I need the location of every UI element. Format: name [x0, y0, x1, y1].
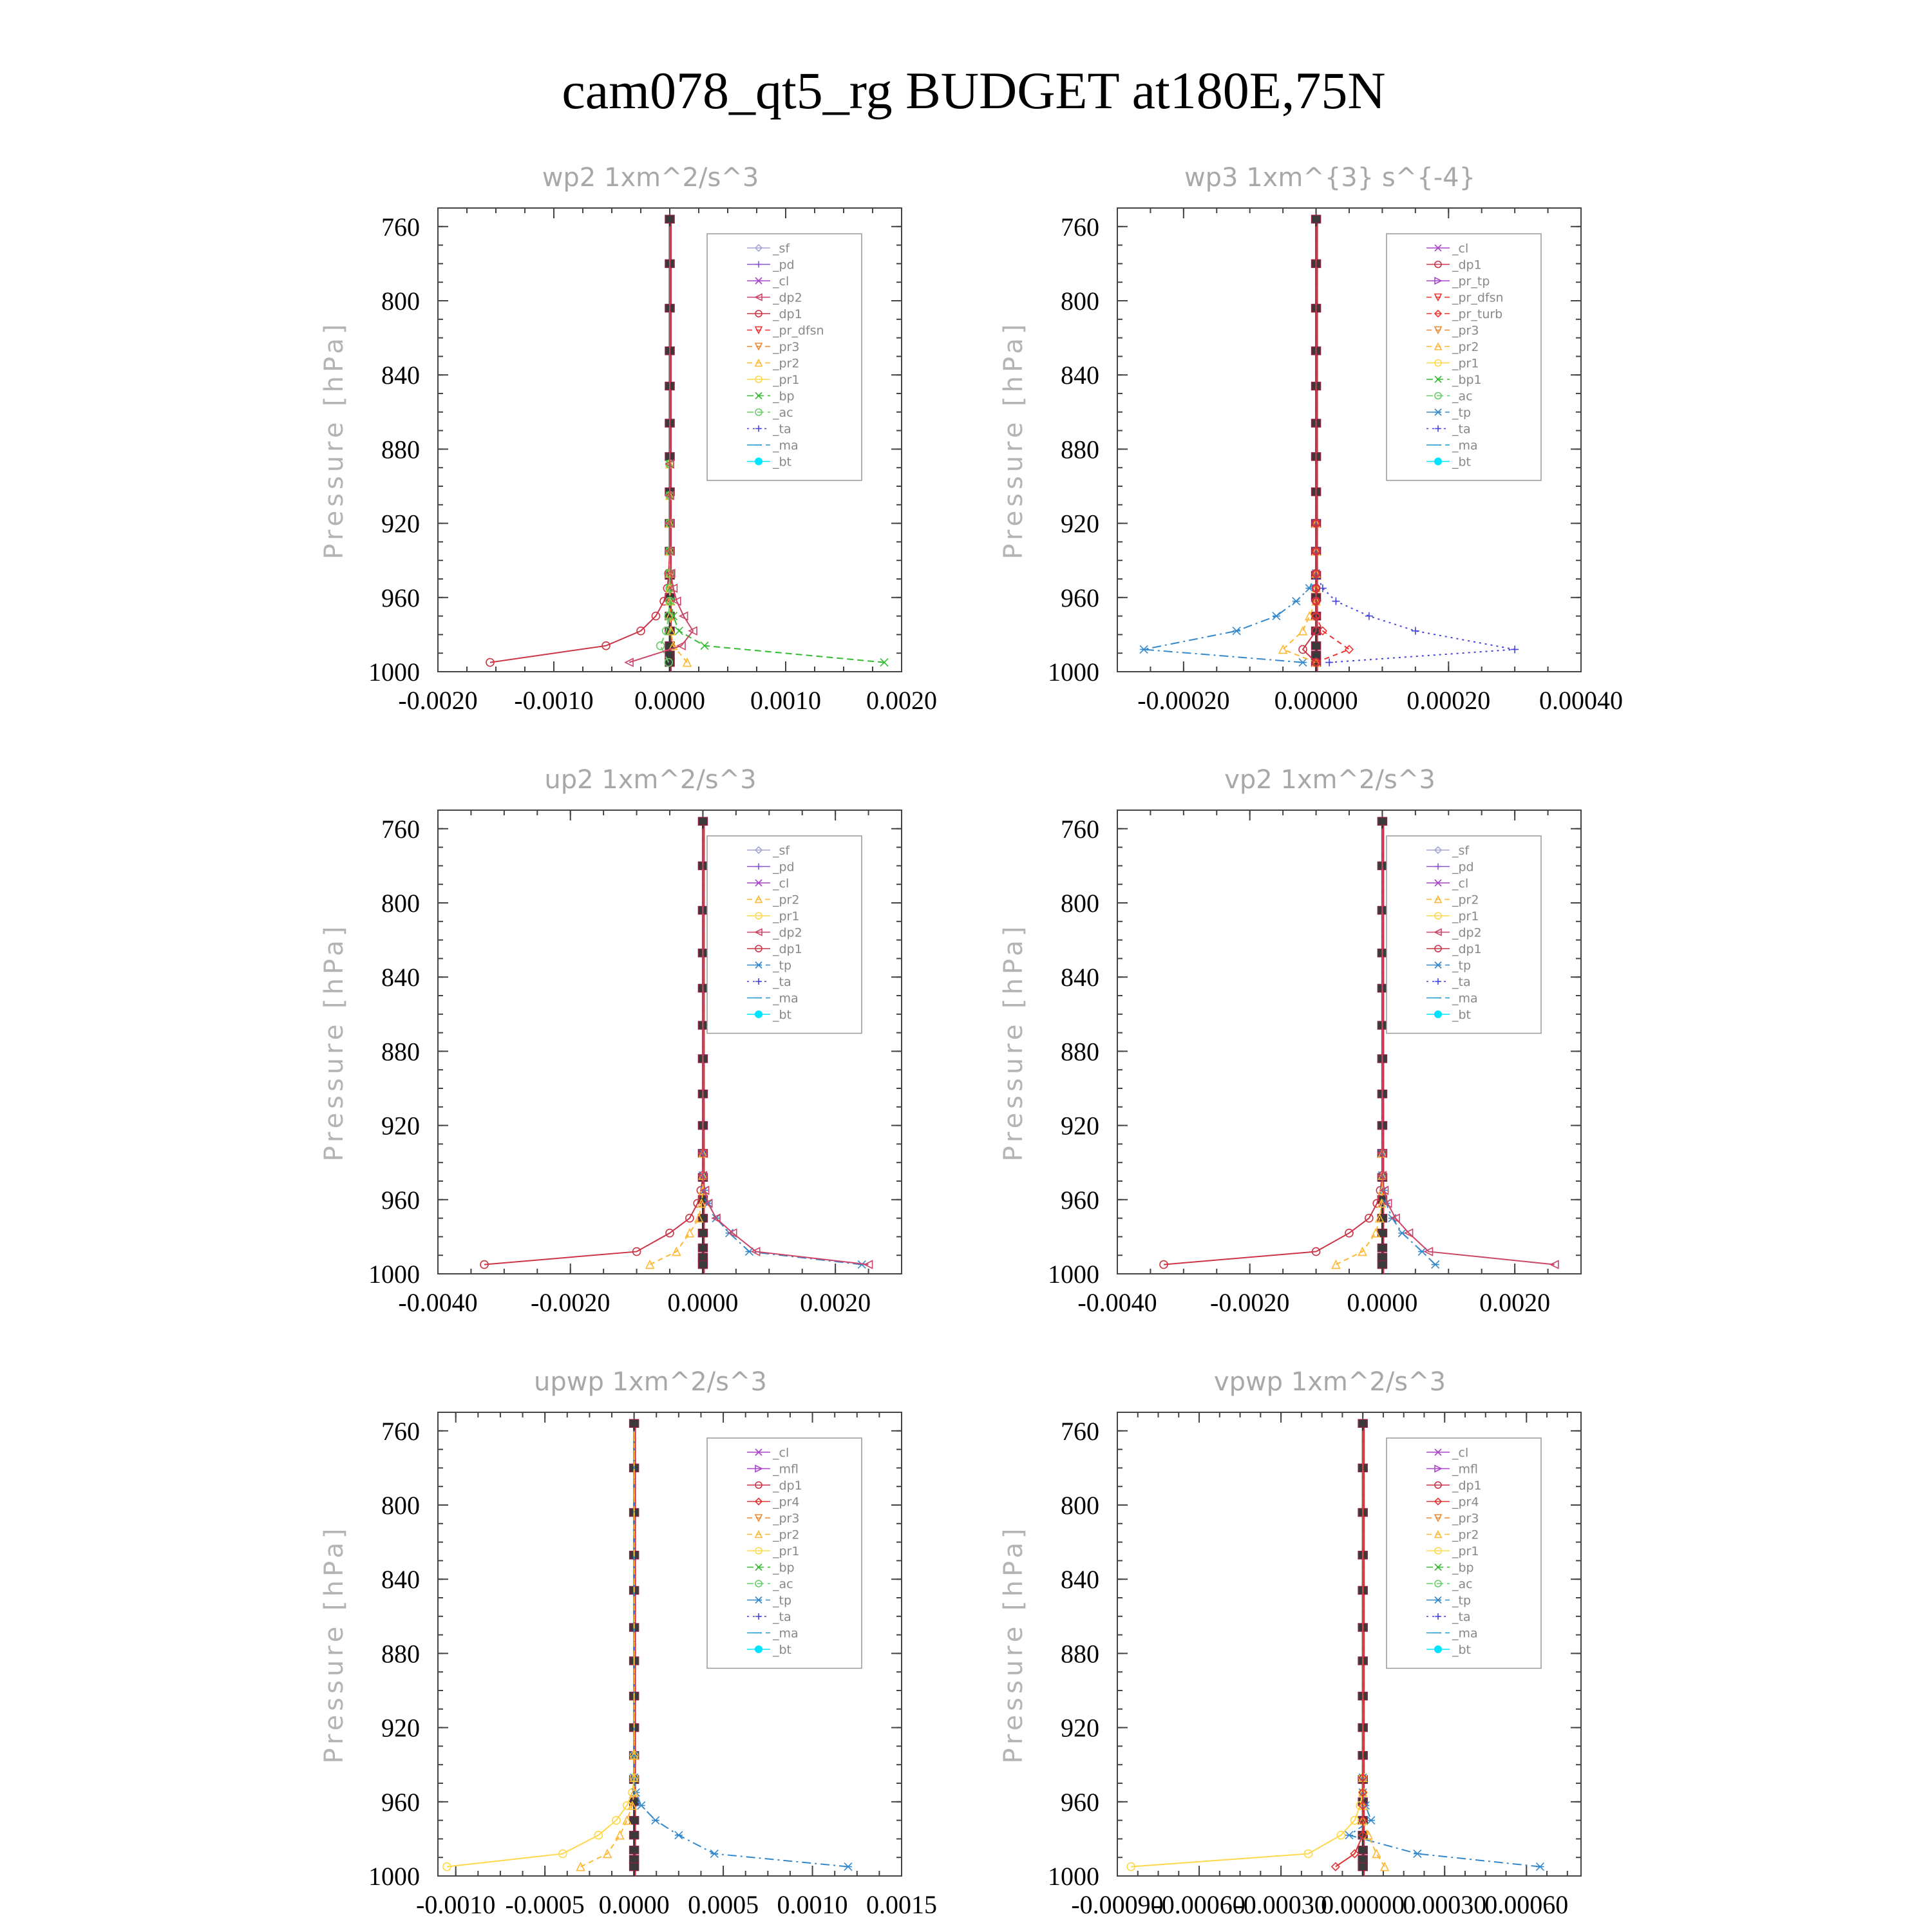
data-point-ta — [1332, 598, 1340, 605]
legend-entry: _bt — [1452, 1643, 1472, 1657]
stacked-zero-marker — [1312, 215, 1321, 223]
panel-title: vpwp 1xm^2/s^3 — [1213, 1367, 1446, 1397]
y-tick-label: 1000 — [368, 658, 420, 687]
data-point-tp — [1273, 612, 1280, 620]
legend-entry: _pd — [1452, 860, 1474, 875]
legend-entry: _bp1 — [1452, 373, 1482, 387]
y-tick-label: 760 — [381, 1416, 420, 1446]
legend-entry: _pr2 — [773, 356, 800, 371]
x-tick-label: 0.0020 — [1479, 1288, 1551, 1317]
stacked-zero-marker — [1358, 1855, 1367, 1863]
x-tick-label: 0.0010 — [750, 686, 821, 715]
y-tick-label: 920 — [1061, 1111, 1099, 1141]
x-tick-label: 0.00000 — [1321, 1890, 1405, 1919]
y-tick-label: 960 — [1061, 583, 1099, 612]
legend-entry: _dp1 — [1452, 1479, 1482, 1493]
legend-entry: _cl — [1452, 876, 1469, 891]
legend-entry: _ma — [1452, 1626, 1478, 1641]
x-tick-label: -0.00060 — [1153, 1890, 1245, 1919]
panel-title: wp3 1xm^{3} s^{-4} — [1184, 163, 1476, 193]
data-point-tp — [1432, 1261, 1439, 1269]
legend-entry: _dp2 — [773, 290, 802, 305]
stacked-zero-marker — [1378, 1261, 1387, 1269]
legend-entry: _pr_tp — [1452, 274, 1490, 289]
x-tick-label: 0.0020 — [866, 686, 937, 715]
data-point-ac — [657, 642, 665, 650]
legend-entry: _bt — [1452, 1008, 1472, 1022]
legend-entry: _pr1 — [773, 373, 800, 387]
x-tick-label: 0.00060 — [1484, 1890, 1569, 1919]
legend-entry: _pd — [773, 860, 795, 875]
legend-entry: _bt — [773, 1008, 792, 1022]
y-tick-label: 1000 — [368, 1260, 420, 1289]
y-tick-label: 840 — [1061, 963, 1099, 992]
y-tick-label: 920 — [381, 1111, 420, 1141]
stacked-zero-marker — [698, 1261, 707, 1269]
x-tick-label: -0.0040 — [1077, 1288, 1157, 1317]
legend-entry: _pr3 — [1452, 1511, 1479, 1526]
data-point-tp — [638, 1802, 645, 1810]
data-point-bp — [675, 627, 683, 635]
data-point-tp — [1414, 1850, 1421, 1857]
y-tick-label: 880 — [1061, 435, 1099, 464]
stacked-zero-marker — [630, 1855, 639, 1863]
y-tick-label: 880 — [1061, 1037, 1099, 1066]
y-tick-label: 880 — [381, 1037, 420, 1066]
series-tp — [1140, 227, 1320, 667]
stacked-zero-marker — [1312, 642, 1321, 650]
legend-entry: _ta — [773, 1610, 791, 1624]
legend-entry: _mfl — [773, 1462, 799, 1477]
y-tick-label: 760 — [381, 814, 420, 844]
y-tick-label: 800 — [1061, 1491, 1099, 1520]
series-dp1-line — [490, 227, 670, 663]
y-tick-label: 960 — [1061, 1185, 1099, 1215]
legend-entry: _pr2 — [1452, 1528, 1479, 1542]
y-tick-label: 920 — [381, 1713, 420, 1743]
data-point-ta — [1365, 612, 1373, 620]
legend-entry: _pr3 — [773, 340, 800, 354]
legend-entry: _pr_dfsn — [773, 323, 824, 338]
y-axis-label: Pressure [hPa] — [319, 320, 349, 560]
legend-entry: _pr2 — [773, 1528, 800, 1542]
data-point-pr_turb — [1345, 645, 1353, 653]
y-tick-label: 800 — [381, 889, 420, 918]
stacked-zero-marker — [630, 1832, 639, 1839]
legend-marker-bt — [1434, 458, 1442, 466]
series-dp1 — [486, 227, 674, 667]
panel-title: up2 1xm^2/s^3 — [544, 765, 757, 795]
legend-entry: _pr_turb — [1452, 307, 1503, 321]
legend-entry: _pr2 — [1452, 893, 1479, 907]
legend-entry: _cl — [1452, 1446, 1469, 1460]
y-tick-label: 960 — [381, 1185, 420, 1215]
legend-entry: _bp — [1452, 1560, 1474, 1575]
series-dp1 — [1160, 829, 1386, 1269]
legend-entry: _ta — [773, 975, 791, 989]
legend-marker-bt — [755, 1645, 762, 1653]
y-tick-label: 960 — [381, 583, 420, 612]
legend-entry: _ma — [773, 439, 799, 453]
y-tick-label: 960 — [1061, 1787, 1099, 1817]
y-tick-label: 1000 — [1048, 1862, 1099, 1891]
stacked-zero-marker — [630, 1419, 639, 1427]
x-tick-label: 0.0000 — [667, 1288, 739, 1317]
stacked-zero-marker — [698, 1253, 707, 1261]
legend-entry: _ta — [1452, 422, 1471, 437]
legend-marker-bt — [1434, 1010, 1442, 1018]
legend — [1387, 836, 1541, 1034]
legend — [1387, 234, 1541, 480]
data-point-tp — [710, 1850, 718, 1857]
x-tick-label: -0.00090 — [1071, 1890, 1164, 1919]
x-tick-label: -0.0020 — [398, 686, 478, 715]
data-point-tp — [1536, 1863, 1544, 1871]
x-tick-label: -0.0010 — [514, 686, 594, 715]
stacked-zero-marker — [665, 215, 674, 223]
stacked-zero-marker — [630, 1863, 639, 1871]
x-tick-label: 0.00040 — [1539, 686, 1623, 715]
series-dp1 — [480, 829, 706, 1269]
x-tick-label: 0.0000 — [634, 686, 705, 715]
y-tick-label: 920 — [1061, 1713, 1099, 1743]
legend-entry: _dp2 — [1452, 925, 1482, 940]
legend-entry: _ta — [1452, 975, 1471, 989]
stacked-zero-marker — [1378, 817, 1387, 825]
series-pr_turb — [1312, 227, 1353, 667]
y-tick-label: 920 — [1061, 509, 1099, 538]
legend-entry: _cl — [773, 1446, 790, 1460]
y-axis-label: Pressure [hPa] — [999, 922, 1028, 1162]
x-tick-label: -0.00030 — [1235, 1890, 1327, 1919]
x-tick-label: 0.00000 — [1274, 686, 1358, 715]
y-tick-label: 800 — [1061, 287, 1099, 316]
legend — [707, 234, 862, 480]
series-pr2-line — [650, 829, 703, 1265]
legend-entry: _tp — [1452, 958, 1472, 973]
legend-entry: _ac — [773, 1577, 793, 1591]
y-tick-label: 880 — [1061, 1639, 1099, 1669]
stacked-zero-marker — [698, 817, 707, 825]
series-pr2-line — [1336, 829, 1382, 1265]
legend-entry: _ac — [1452, 389, 1473, 404]
legend-marker-bt — [755, 458, 762, 466]
panel-6 — [999, 1367, 1581, 1919]
figure-title: cam078_qt5_rg BUDGET at180E,75N — [562, 61, 1386, 120]
legend-entry: _sf — [773, 844, 790, 858]
stacked-zero-marker — [1378, 1244, 1387, 1252]
legend-entry: _tp — [773, 958, 792, 973]
legend-entry: _bp — [773, 1560, 795, 1575]
legend-entry: _bt — [773, 1643, 792, 1657]
panel-2 — [999, 163, 1623, 715]
y-tick-label: 760 — [381, 212, 420, 242]
y-tick-label: 760 — [1061, 212, 1099, 242]
legend-entry: _ma — [1452, 439, 1478, 453]
legend-entry: _dp1 — [1452, 942, 1482, 956]
legend-entry: _pr4 — [773, 1495, 800, 1510]
stacked-zero-marker — [630, 1846, 639, 1854]
legend-entry: _bp — [773, 389, 795, 404]
legend-entry: _tp — [1452, 406, 1472, 420]
y-tick-label: 1000 — [1048, 1260, 1099, 1289]
legend-entry: _pr4 — [1452, 1495, 1479, 1510]
legend-entry: _ma — [1452, 991, 1478, 1006]
y-tick-label: 840 — [381, 963, 420, 992]
legend — [707, 1438, 862, 1669]
series-pr1 — [1127, 1431, 1367, 1871]
y-tick-label: 920 — [381, 509, 420, 538]
legend-entry: _ta — [773, 422, 791, 437]
legend-marker-bt — [1434, 1645, 1442, 1653]
legend-entry: _dp1 — [1452, 258, 1482, 272]
y-axis-label: Pressure [hPa] — [999, 1524, 1028, 1764]
legend — [1387, 1438, 1541, 1669]
x-tick-label: 0.0005 — [688, 1890, 759, 1919]
x-tick-label: -0.0040 — [398, 1288, 478, 1317]
legend-entry: _bt — [1452, 455, 1472, 469]
legend-entry: _ta — [1452, 1610, 1471, 1624]
legend-entry: _pr2 — [1452, 340, 1479, 354]
series-dp1-line — [1164, 829, 1382, 1265]
legend-entry: _bt — [773, 455, 792, 469]
x-tick-label: -0.0020 — [531, 1288, 611, 1317]
y-tick-label: 1000 — [1048, 658, 1099, 687]
x-tick-label: 0.0000 — [1347, 1288, 1418, 1317]
x-tick-label: 0.0015 — [866, 1890, 937, 1919]
x-tick-label: 0.0020 — [800, 1288, 871, 1317]
legend-entry: _pr2 — [773, 893, 800, 907]
y-tick-label: 840 — [381, 361, 420, 390]
data-point-tp — [1233, 627, 1240, 635]
legend-entry: _dp2 — [773, 925, 802, 940]
series-tp-line — [1144, 227, 1316, 663]
series-dp2 — [625, 227, 697, 667]
panel-title: vp2 1xm^2/s^3 — [1224, 765, 1435, 795]
data-point-pr2 — [616, 1832, 623, 1839]
y-tick-label: 760 — [1061, 1416, 1099, 1446]
y-tick-label: 880 — [381, 1639, 420, 1669]
legend-entry: _pr1 — [1452, 1544, 1479, 1558]
stacked-zero-marker — [698, 1229, 707, 1237]
y-tick-label: 840 — [1061, 1565, 1099, 1595]
legend-entry: _cl — [773, 274, 790, 289]
y-tick-label: 800 — [381, 1491, 420, 1520]
data-point-tp — [652, 1817, 659, 1824]
panel-4 — [999, 765, 1581, 1317]
data-point-tp — [1293, 598, 1300, 605]
legend-entry: _cl — [773, 876, 790, 891]
y-tick-label: 800 — [1061, 889, 1099, 918]
stacked-zero-marker — [698, 1244, 707, 1252]
y-tick-label: 960 — [381, 1787, 420, 1817]
legend-entry: _tp — [1452, 1593, 1472, 1608]
series-pr2 — [577, 1431, 638, 1871]
legend-entry: _pr1 — [773, 909, 800, 923]
panel-3 — [319, 765, 902, 1317]
series-pr1-line — [1131, 1431, 1363, 1867]
legend-entry: _ac — [773, 406, 793, 420]
y-tick-label: 840 — [381, 1565, 420, 1595]
y-tick-label: 880 — [381, 435, 420, 464]
stacked-zero-marker — [1358, 1846, 1367, 1854]
panels — [319, 163, 1623, 1919]
legend-entry: _pr3 — [773, 1511, 800, 1526]
x-tick-label: 0.00030 — [1403, 1890, 1487, 1919]
series-pr1-line — [447, 1431, 634, 1867]
panel-title: wp2 1xm^2/s^3 — [542, 163, 759, 193]
data-point-ta — [1412, 627, 1419, 635]
data-point-tp — [844, 1863, 852, 1871]
legend-entry: _tp — [773, 1593, 792, 1608]
data-point-tp — [675, 1832, 683, 1839]
legend-entry: _pr1 — [773, 1544, 800, 1558]
x-tick-label: 0.0000 — [598, 1890, 670, 1919]
panel-1 — [319, 163, 937, 715]
series-pr1 — [443, 1431, 638, 1871]
series-dp2-line — [629, 227, 693, 663]
legend-entry: _dp1 — [773, 1479, 802, 1493]
x-tick-label: -0.00020 — [1137, 686, 1230, 715]
series-dp1-line — [484, 829, 703, 1265]
legend-entry: _pr3 — [1452, 323, 1479, 338]
legend-entry: _ma — [773, 1626, 799, 1641]
data-point-ta — [1511, 645, 1519, 653]
y-tick-label: 840 — [1061, 361, 1099, 390]
legend-entry: _pr1 — [1452, 356, 1479, 371]
y-axis-label: Pressure [hPa] — [999, 320, 1028, 560]
legend-entry: _mfl — [1452, 1462, 1478, 1477]
data-point-tp — [1299, 659, 1307, 667]
x-tick-label: 0.0010 — [777, 1890, 848, 1919]
legend-entry: _dp1 — [773, 307, 802, 321]
legend-entry: _ma — [773, 991, 799, 1006]
legend-marker-bt — [755, 1010, 762, 1018]
legend-entry: _pr1 — [1452, 909, 1479, 923]
legend-entry: _cl — [1452, 242, 1469, 256]
legend-entry: _ac — [1452, 1577, 1473, 1591]
legend-entry: _sf — [1452, 844, 1470, 858]
y-axis-label: Pressure [hPa] — [319, 922, 349, 1162]
stacked-zero-marker — [630, 1817, 639, 1824]
y-axis-label: Pressure [hPa] — [319, 1524, 349, 1764]
stacked-zero-marker — [1358, 1863, 1367, 1871]
x-tick-label: -0.0010 — [416, 1890, 496, 1919]
y-tick-label: 800 — [381, 287, 420, 316]
x-tick-label: -0.0020 — [1210, 1288, 1290, 1317]
x-tick-label: -0.0005 — [505, 1890, 585, 1919]
data-point-tp — [1140, 645, 1148, 653]
panel-title: upwp 1xm^2/s^3 — [534, 1367, 767, 1397]
stacked-zero-marker — [1358, 1419, 1367, 1427]
legend-entry: _sf — [773, 242, 790, 256]
x-tick-label: 0.00020 — [1406, 686, 1491, 715]
data-point-tp — [1345, 1832, 1353, 1839]
data-point-pr2 — [1372, 1850, 1380, 1857]
y-tick-label: 1000 — [368, 1862, 420, 1891]
stacked-zero-marker — [1378, 1253, 1387, 1261]
legend-entry: _dp1 — [773, 942, 802, 956]
y-tick-label: 760 — [1061, 814, 1099, 844]
legend — [707, 836, 862, 1034]
panel-5 — [319, 1367, 937, 1919]
data-point-tp — [1367, 1817, 1375, 1824]
legend-entry: _pr_dfsn — [1452, 290, 1504, 305]
legend-entry: _pd — [773, 258, 795, 272]
data-point-ta — [1325, 659, 1333, 667]
